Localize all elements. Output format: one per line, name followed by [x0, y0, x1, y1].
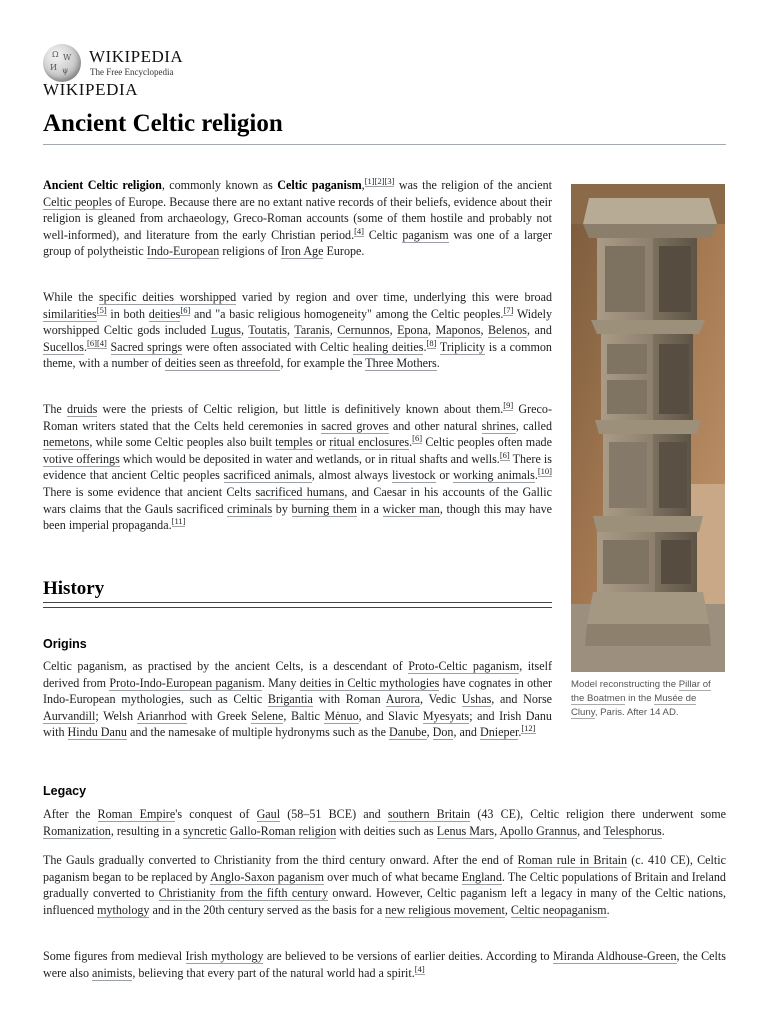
- pillar-of-the-boatmen-image[interactable]: [571, 184, 725, 672]
- puzzle-globe-icon: Ω W И ψ: [43, 44, 81, 82]
- link-menuo[interactable]: Mėnuo: [324, 708, 359, 723]
- link-christianity[interactable]: Christianity from the fifth century: [158, 886, 329, 901]
- link-triplicity[interactable]: Triplicity: [439, 339, 486, 354]
- link-england[interactable]: England: [461, 869, 502, 884]
- link-indo-european[interactable]: Indo-European: [146, 244, 220, 259]
- link-sucellos[interactable]: Sucellos: [43, 339, 84, 354]
- link-irish-mythology[interactable]: Irish mythology: [185, 949, 264, 963]
- link-don[interactable]: Don: [432, 725, 454, 740]
- reference-link[interactable]: [6]: [412, 433, 423, 444]
- reference-link[interactable]: [4]: [354, 225, 365, 236]
- link-syncretic[interactable]: syncretic: [183, 823, 227, 838]
- reference-link[interactable]: [9]: [503, 399, 514, 410]
- link-iron-age[interactable]: Iron Age: [280, 244, 324, 259]
- link-threefold[interactable]: deities seen as threefold: [164, 356, 281, 371]
- bold-term: Ancient Celtic religion: [43, 178, 162, 192]
- link-romanization[interactable]: Romanization: [43, 823, 111, 838]
- link-celtic-peoples[interactable]: Celtic peoples: [43, 194, 112, 209]
- reference-link[interactable]: [4]: [414, 963, 425, 974]
- legacy-paragraph-1: After the Roman Empire's conquest of Gaul (58–51 BCE) and southern Britain (43 CE), Celtic religion there underwent some Romanization, resulting in a syncretic Gallo-Roman religion with deities such as Lenus Mars, Apollo Grannus, and Telesphorus.: [43, 807, 726, 838]
- reference-link[interactable]: [6]: [180, 304, 191, 315]
- link-roman-rule-britain[interactable]: Roman rule in Britain: [517, 853, 628, 867]
- legacy-paragraph-3: Some figures from medieval Irish mythology are believed to be versions of earlier deities. According to Miranda Aldhouse-Green, the Celts were also animists, believing that every part of the natural world had a spirit.[4]: [43, 949, 726, 980]
- link-deities-celtic-mythologies[interactable]: deities in Celtic mythologies: [299, 675, 440, 690]
- link-ushas[interactable]: Ushas: [461, 692, 492, 707]
- reference-link[interactable]: [8]: [426, 337, 437, 348]
- link-cernunnos[interactable]: Cernunnos: [337, 323, 390, 338]
- link-new-religious-movement[interactable]: new religious movement: [385, 902, 505, 917]
- link-criminals[interactable]: criminals: [227, 501, 273, 516]
- link-healing-deities[interactable]: healing deities: [352, 339, 424, 354]
- link-wicker-man[interactable]: wicker man: [382, 501, 440, 516]
- link-lugus[interactable]: Lugus: [210, 323, 241, 338]
- link-anglo-saxon-paganism[interactable]: Anglo-Saxon paganism: [210, 869, 325, 884]
- reference-link[interactable]: [6]: [499, 449, 510, 460]
- reference-link[interactable]: [3]: [384, 175, 395, 186]
- bold-term: Celtic paganism: [277, 178, 362, 192]
- link-apollo-grannus[interactable]: Apollo Grannus: [499, 823, 578, 838]
- link-musee-de-cluny[interactable]: Musée de Cluny: [571, 693, 697, 718]
- reference-link[interactable]: [4]: [96, 337, 107, 348]
- link-toutatis[interactable]: Toutatis: [248, 323, 288, 338]
- lead-paragraph-1: Ancient Celtic religion, commonly known as Celtic paganism,[1][2][3] was the religion of the ancient Celtic peoples of Europe. Because there are no extant native records of their beliefs, evidence about their religion is gleaned from archaeology, Greco-Roman accounts (some of them hostile and probably not well-informed), and literature from the early Christian period.[4] Celtic paganism was one of a larger group of polytheistic Indo-European religions of Iron Age Europe.: [43, 175, 553, 259]
- link-telesphorus[interactable]: Telesphorus: [603, 823, 662, 838]
- origins-paragraph: Celtic paganism, as practised by the ancient Celts, is a descendant of Proto-Celtic paganism, itself derived from Proto-Indo-European paganism. Many deities in Celtic mythologies have cognates in other Indo-European mythologies, such as Celtic Brigantia with Roman Aurora, Vedic Ushas, and Norse Aurvandill; Welsh Arianrhod with Greek Selene, Baltic Mėnuo, and Slavic Myesyats; and Irish Danu with Hindu Danu and the namesake of multiple hydronyms such as the Danube, Don, and Dnieper.[12]: [43, 659, 553, 740]
- link-celtic-neopaganism[interactable]: Celtic neopaganism: [510, 902, 607, 917]
- link-aurvandill[interactable]: Aurvandill: [43, 708, 96, 723]
- link-specific-deities[interactable]: specific deities worshipped: [98, 290, 237, 304]
- link-aurora[interactable]: Aurora: [385, 692, 420, 707]
- lead-paragraph-2: While the specific deities worshipped varied by region and over time, underlying this were broad similarities[5] in both deities[6] and "a basic religious homogeneity" among the Celtic peoples.[7] Widely worshipped Celtic gods included Lugus, Toutatis, Taranis, Cernunnos, Epona, Maponos, Belenos, and Sucellos.[6][4] Sacred springs were often associated with Celtic healing deities.[8] Triplicity is a common theme, with a number of deities seen as threefold, for example the Three Mothers.: [43, 290, 552, 371]
- link-southern-britain[interactable]: southern Britain: [387, 807, 471, 821]
- reference-link[interactable]: [12]: [521, 723, 536, 734]
- infobox-figure: [571, 184, 725, 720]
- link-sacrificed-humans[interactable]: sacrificed humans: [255, 484, 345, 499]
- link-dnieper[interactable]: Dnieper: [480, 725, 519, 740]
- link-maponos[interactable]: Maponos: [435, 323, 481, 338]
- link-ritual-enclosures[interactable]: ritual enclosures: [329, 435, 410, 450]
- link-pillar-of-the-boatmen[interactable]: Pillar of the Boatmen: [571, 679, 711, 704]
- link-pie-paganism[interactable]: Proto-Indo-European paganism: [109, 675, 262, 690]
- link-animists[interactable]: animists: [92, 965, 133, 980]
- site-name[interactable]: WIKIPEDIA: [43, 80, 139, 99]
- wordmark: WIKIPEDIA: [89, 47, 184, 66]
- link-epona[interactable]: Epona: [397, 323, 429, 338]
- reference-link[interactable]: [11]: [171, 516, 186, 527]
- link-burning-them[interactable]: burning them: [291, 501, 357, 516]
- link-roman-empire[interactable]: Roman Empire: [97, 807, 176, 821]
- link-sacrificed-animals[interactable]: sacrificed animals: [223, 468, 312, 483]
- reference-link[interactable]: [6]: [87, 337, 97, 348]
- link-nemetons[interactable]: nemetons: [43, 435, 90, 450]
- link-similarities[interactable]: similarities: [43, 306, 97, 321]
- lead-paragraph-3: The druids were the priests of Celtic religion, but little is definitively known about them.[9] Greco-Roman writers stated that the Celts held ceremonies in sacred groves and other natural shrines, called nemetons, while some Celtic peoples also built temples or ritual enclosures.[6] Celtic peoples often made votive offerings which would be deposited in water and wetlands, or in ritual shafts and wells.[6] There is evidence that ancient Celtic peoples sacrificed animals, almost always livestock or working animals.[10] There is some evidence that ancient Celts sacrificed humans, and Caesar in his accounts of the Gallic wars claims that the Gauls sacrificed criminals by burning them in a wicker man, though this may have been imperial propaganda.[11]: [43, 399, 553, 533]
- link-miranda-aldhouse-green[interactable]: Miranda Aldhouse-Green: [552, 949, 677, 963]
- link-votive-offerings[interactable]: votive offerings: [43, 451, 120, 466]
- link-proto-celtic[interactable]: Proto-Celtic paganism: [408, 659, 520, 673]
- link-selene[interactable]: Selene: [251, 708, 284, 723]
- subsection-heading-legacy: Legacy: [43, 784, 87, 798]
- reference-link[interactable]: [2]: [374, 175, 385, 186]
- link-myesyats[interactable]: Myesyats: [422, 708, 470, 723]
- link-hindu-danu[interactable]: Hindu Danu: [67, 725, 127, 740]
- reference-link[interactable]: [1]: [364, 175, 375, 186]
- link-working-animals[interactable]: working animals: [453, 468, 535, 483]
- link-paganism[interactable]: paganism: [402, 227, 449, 242]
- reference-link[interactable]: [5]: [96, 304, 107, 315]
- figure-caption: Model reconstructing the Pillar of the Boatmen in the Musée de Cluny, Paris. After 14 AD.: [571, 679, 711, 718]
- section-heading-history: History: [43, 578, 552, 608]
- link-brigantia[interactable]: Brigantia: [267, 692, 313, 707]
- link-danube[interactable]: Danube: [388, 725, 427, 740]
- link-shrines[interactable]: shrines: [481, 418, 516, 433]
- link-druids[interactable]: druids: [67, 402, 98, 416]
- link-sacred-springs[interactable]: Sacred springs: [110, 339, 183, 354]
- legacy-paragraph-2: The Gauls gradually converted to Christianity from the third century onward. After the end of Roman rule in Britain (c. 410 CE), Celtic paganism began to be replaced by Anglo-Saxon paganism over much of what became England. The Celtic populations of Britain and Ireland gradually converted to Christianity from the fifth century onward. However, Celtic paganism left a legacy in many of the Celtic nations, influenced mythology and in the 20th century served as the basis for a new religious movement, Celtic neopaganism.: [43, 853, 727, 917]
- link-taranis[interactable]: Taranis: [294, 323, 330, 338]
- link-temples[interactable]: temples: [275, 435, 313, 450]
- link-three-mothers[interactable]: Three Mothers: [365, 356, 437, 371]
- tagline: The Free Encyclopedia: [90, 67, 174, 77]
- link-gaul[interactable]: Gaul: [256, 807, 281, 821]
- link-lenus-mars[interactable]: Lenus Mars: [436, 823, 495, 838]
- link-gallo-roman-religion[interactable]: Gallo-Roman religion: [229, 823, 337, 838]
- link-livestock[interactable]: livestock: [391, 468, 436, 483]
- link-sacred-groves[interactable]: sacred groves: [321, 418, 389, 433]
- reference-link[interactable]: [7]: [503, 304, 514, 315]
- page-title: Ancient Celtic religion: [43, 110, 726, 145]
- link-deities[interactable]: deities: [148, 306, 181, 321]
- link-mythology[interactable]: mythology: [97, 902, 150, 917]
- subsection-heading-origins: Origins: [43, 637, 87, 651]
- link-belenos[interactable]: Belenos: [488, 323, 528, 338]
- reference-link[interactable]: [10]: [537, 466, 553, 477]
- link-arianrhod[interactable]: Arianrhod: [136, 708, 187, 723]
